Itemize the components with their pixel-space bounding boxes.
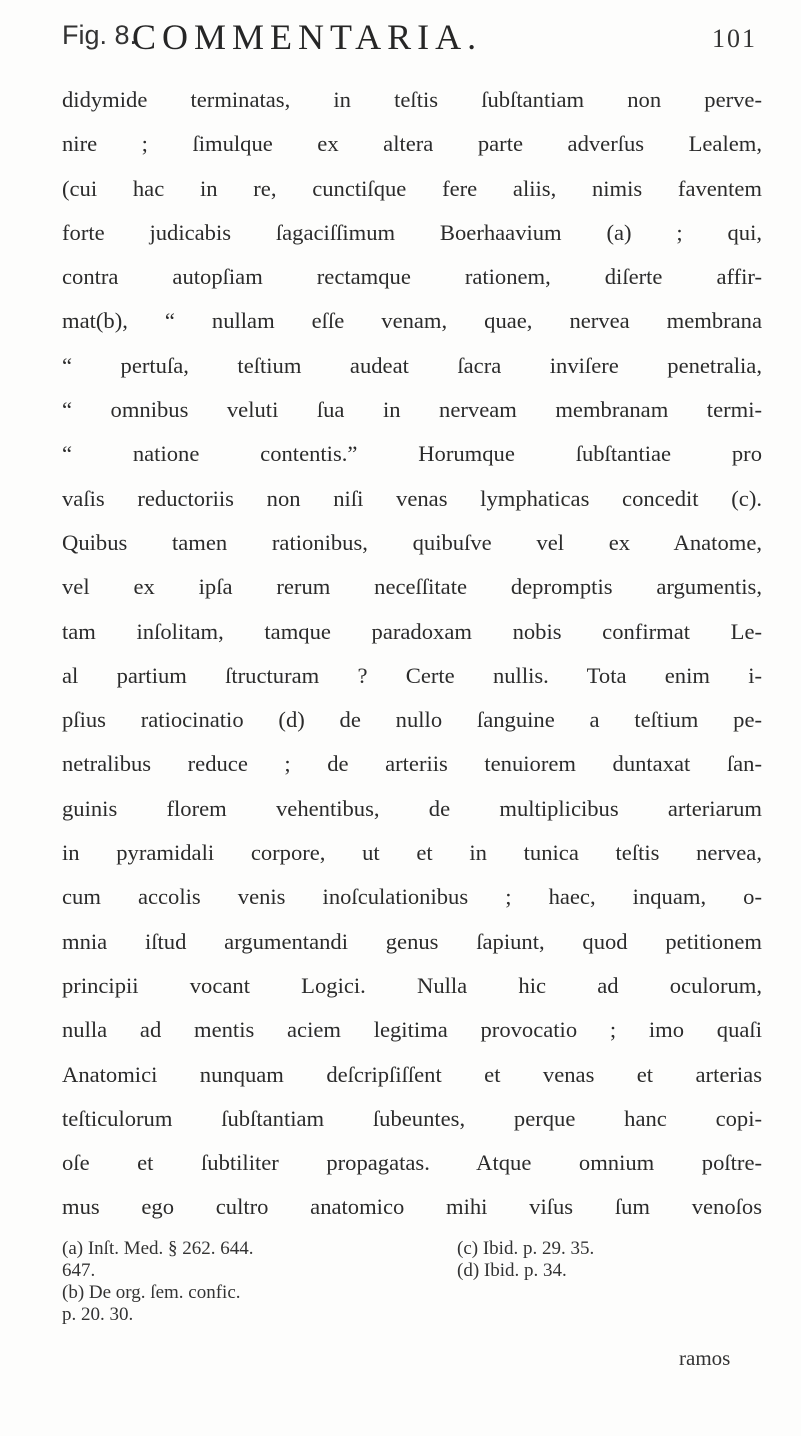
text-line: nire ; ſimulque ex altera parte adverſus Lealem,: [62, 131, 762, 157]
text-line: contra autopſiam rectamque rationem, diſerte affir-: [62, 264, 762, 290]
text-line: teſticulorum ſubſtantiam ſubeuntes, perque hanc copi-: [62, 1105, 762, 1131]
text-line: vel ex ipſa rerum neceſſitate depromptis argumentis,: [62, 574, 762, 600]
footnote: (c) Ibid. p. 29. 35.: [457, 1238, 595, 1259]
text-line: nulla ad mentis aciem legitima provocatio ; imo quaſi: [62, 1017, 762, 1043]
text-line: Quibus tamen rationibus, quibuſve vel ex Anatome,: [62, 529, 762, 555]
text-line: vaſis reductoriis non niſi venas lymphaticas concedit (c).: [62, 485, 762, 511]
text-line: in pyramidali corpore, ut et in tunica teſtis nervea,: [62, 840, 762, 866]
text-line: mus ego cultro anatomico mihi viſus ſum venoſos: [62, 1194, 762, 1220]
main-text: [62, 78, 762, 1230]
text-line: (cui hac in re, cunctiſque fere aliis, nimis faventem: [62, 175, 762, 201]
footnote: p. 20. 30.: [62, 1304, 134, 1325]
text-line: oſe et ſubtiliter propagatas. Atque omnium poſtre-: [62, 1150, 762, 1176]
text-line: guinis florem vehentibus, de multiplicibus arteriarum: [62, 795, 762, 821]
footnote: 647.: [62, 1260, 96, 1281]
text-line: al partium ſtructuram ? Certe nullis. Tota enim i-: [62, 662, 762, 688]
text-line: mnia iſtud argumentandi genus ſapiunt, quod petitionem: [62, 928, 762, 954]
text-line: “ natione contentis.” Horumque ſubſtantiae pro: [62, 441, 762, 467]
running-title: COMMENTARIA.: [132, 17, 483, 57]
text-line: didymide terminatas, in teſtis ſubſtantiam non perve-: [62, 87, 762, 112]
text-line: pſius ratiocinatio (d) de nullo ſanguine a teſtium pe-: [62, 707, 762, 733]
footnote: (d) Ibid. p. 34.: [457, 1260, 567, 1281]
text-line: “ pertuſa, teſtium audeat ſacra inviſere penetralia,: [62, 352, 762, 378]
page-number: 101: [712, 24, 757, 53]
text-line: forte judicabis ſagaciſſimum Boerhaavium (a) ; qui,: [62, 219, 762, 245]
footnotes-right-column: [457, 1238, 757, 1282]
text-line: netralibus reduce ; de arteriis tenuiorem duntaxat ſan-: [62, 751, 762, 777]
page-header: [62, 14, 762, 57]
text-line: tam inſolitam, tamque paradoxam nobis confirmat Le-: [62, 618, 762, 644]
text-line: Anatomici nunquam deſcripſiſſent et venas et arterias: [62, 1061, 762, 1087]
text-line: mat(b), “ nullam eſſe venam, quae, nervea membrana: [62, 308, 762, 334]
text-line: “ omnibus veluti ſua in nerveam membranam termi-: [62, 397, 762, 423]
footnote: (a) Inſt. Med. § 262. 644.: [62, 1238, 254, 1259]
text-line: principii vocant Logici. Nulla hic ad oculorum,: [62, 972, 762, 998]
text-line: cum accolis venis inoſculationibus ; haec, inquam, o-: [62, 884, 762, 910]
footnote: (b) De org. ſem. confic.: [62, 1282, 241, 1303]
figure-reference: Fig. 8.: [62, 20, 138, 50]
footnotes-left-column: [62, 1238, 392, 1326]
catchword: ramos: [679, 1346, 731, 1370]
